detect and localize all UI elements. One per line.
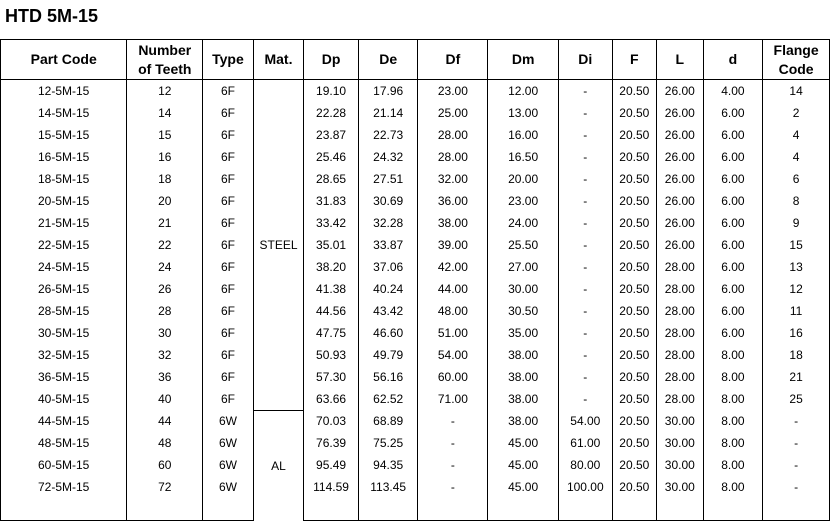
- blank-cell: [418, 498, 488, 521]
- table-row: [1, 168, 830, 190]
- cell-part: 72-5M-15: [1, 476, 127, 498]
- table-row: [1, 278, 830, 300]
- cell-part: 15-5M-15: [1, 124, 127, 146]
- cell-df: 28.00: [418, 146, 488, 168]
- cell-df: 48.00: [418, 300, 488, 322]
- cell-part: 48-5M-15: [1, 432, 127, 454]
- cell-d: 6.00: [703, 234, 763, 256]
- cell-df: 42.00: [418, 256, 488, 278]
- cell-part: 24-5M-15: [1, 256, 127, 278]
- cell-f: 20.50: [612, 278, 656, 300]
- cell-dp: 44.56: [304, 300, 359, 322]
- cell-dp: 22.28: [304, 102, 359, 124]
- cell-di: -: [559, 256, 613, 278]
- cell-de: 30.69: [358, 190, 418, 212]
- cell-l: 26.00: [657, 234, 704, 256]
- cell-part: 18-5M-15: [1, 168, 127, 190]
- cell-di: -: [559, 234, 613, 256]
- cell-flange: 4: [763, 146, 830, 168]
- cell-df: -: [418, 476, 488, 498]
- cell-di: 61.00: [559, 432, 613, 454]
- cell-d: 8.00: [703, 454, 763, 476]
- cell-dm: 38.00: [488, 410, 559, 432]
- cell-df: -: [418, 454, 488, 476]
- cell-df: 32.00: [418, 168, 488, 190]
- cell-f: 20.50: [612, 146, 656, 168]
- cell-flange: 4: [763, 124, 830, 146]
- cell-teeth: 48: [127, 432, 203, 454]
- cell-part: 32-5M-15: [1, 344, 127, 366]
- cell-dm: 38.00: [488, 388, 559, 410]
- cell-teeth: 20: [127, 190, 203, 212]
- cell-teeth: 12: [127, 80, 203, 103]
- cell-flange: 21: [763, 366, 830, 388]
- cell-dp: 38.20: [304, 256, 359, 278]
- pulley-spec-table: [0, 39, 830, 521]
- cell-de: 22.73: [358, 124, 418, 146]
- cell-part: 30-5M-15: [1, 322, 127, 344]
- cell-d: 8.00: [703, 476, 763, 498]
- cell-type: 6F: [203, 278, 254, 300]
- cell-dm: 30.50: [488, 300, 559, 322]
- cell-dp: 35.01: [304, 234, 359, 256]
- cell-di: -: [559, 278, 613, 300]
- header-type: Type: [203, 40, 254, 80]
- cell-part: 20-5M-15: [1, 190, 127, 212]
- cell-dp: 23.87: [304, 124, 359, 146]
- cell-flange: 16: [763, 322, 830, 344]
- cell-flange: 11: [763, 300, 830, 322]
- cell-dp: 70.03: [304, 410, 359, 432]
- header-teeth-line1: Number: [138, 41, 192, 58]
- table-row: [1, 410, 830, 432]
- blank-cell: [203, 498, 254, 521]
- cell-de: 49.79: [358, 344, 418, 366]
- cell-d: 6.00: [703, 190, 763, 212]
- cell-f: 20.50: [612, 454, 656, 476]
- table-row: [1, 256, 830, 278]
- cell-l: 26.00: [657, 80, 704, 103]
- cell-de: 33.87: [358, 234, 418, 256]
- cell-flange: 18: [763, 344, 830, 366]
- cell-part: 21-5M-15: [1, 212, 127, 234]
- cell-type: 6F: [203, 256, 254, 278]
- table-row: [1, 234, 830, 256]
- cell-teeth: 26: [127, 278, 203, 300]
- cell-l: 28.00: [657, 344, 704, 366]
- cell-dm: 24.00: [488, 212, 559, 234]
- cell-d: 8.00: [703, 366, 763, 388]
- cell-dp: 31.83: [304, 190, 359, 212]
- cell-type: 6F: [203, 388, 254, 410]
- cell-teeth: 28: [127, 300, 203, 322]
- cell-di: 100.00: [559, 476, 613, 498]
- cell-l: 30.00: [657, 432, 704, 454]
- cell-type: 6F: [203, 212, 254, 234]
- table-row: [1, 454, 830, 476]
- cell-de: 75.25: [358, 432, 418, 454]
- cell-di: -: [559, 388, 613, 410]
- cell-di: -: [559, 124, 613, 146]
- cell-l: 28.00: [657, 366, 704, 388]
- page-title: HTD 5M-15: [5, 6, 99, 26]
- cell-flange: -: [763, 454, 830, 476]
- cell-df: 25.00: [418, 102, 488, 124]
- cell-l: 26.00: [657, 190, 704, 212]
- blank-cell: [127, 498, 203, 521]
- cell-di: -: [559, 322, 613, 344]
- cell-f: 20.50: [612, 80, 656, 103]
- cell-f: 20.50: [612, 168, 656, 190]
- cell-f: 20.50: [612, 124, 656, 146]
- blank-cell: [1, 498, 127, 521]
- cell-teeth: 32: [127, 344, 203, 366]
- cell-di: -: [559, 146, 613, 168]
- header-df: Df: [418, 40, 488, 80]
- header-teeth-line2: of Teeth: [138, 60, 192, 77]
- header-f: F: [612, 40, 656, 80]
- cell-l: 30.00: [657, 476, 704, 498]
- cell-de: 62.52: [358, 388, 418, 410]
- cell-teeth: 30: [127, 322, 203, 344]
- cell-df: 23.00: [418, 80, 488, 103]
- header-flange-line2: Code: [778, 60, 814, 77]
- cell-di: -: [559, 366, 613, 388]
- cell-df: -: [418, 432, 488, 454]
- cell-dp: 50.93: [304, 344, 359, 366]
- cell-l: 28.00: [657, 388, 704, 410]
- cell-df: 71.00: [418, 388, 488, 410]
- cell-di: -: [559, 80, 613, 103]
- cell-part: 14-5M-15: [1, 102, 127, 124]
- cell-de: 17.96: [358, 80, 418, 103]
- cell-dp: 41.38: [304, 278, 359, 300]
- cell-df: -: [418, 410, 488, 432]
- cell-dp: 28.65: [304, 168, 359, 190]
- cell-l: 28.00: [657, 256, 704, 278]
- cell-de: 21.14: [358, 102, 418, 124]
- cell-teeth: 14: [127, 102, 203, 124]
- cell-de: 94.35: [358, 454, 418, 476]
- cell-de: 46.60: [358, 322, 418, 344]
- cell-di: -: [559, 168, 613, 190]
- cell-teeth: 24: [127, 256, 203, 278]
- header-l: L: [657, 40, 704, 80]
- cell-teeth: 22: [127, 234, 203, 256]
- cell-f: 20.50: [612, 366, 656, 388]
- cell-flange: -: [763, 410, 830, 432]
- cell-type: 6F: [203, 234, 254, 256]
- cell-d: 6.00: [703, 124, 763, 146]
- cell-di: -: [559, 190, 613, 212]
- cell-dm: 16.00: [488, 124, 559, 146]
- cell-l: 26.00: [657, 212, 704, 234]
- cell-dm: 23.00: [488, 190, 559, 212]
- cell-l: 28.00: [657, 300, 704, 322]
- cell-type: 6W: [203, 476, 254, 498]
- cell-f: 20.50: [612, 256, 656, 278]
- header-part-code: Part Code: [1, 40, 127, 80]
- header-di: Di: [559, 40, 613, 80]
- cell-di: -: [559, 344, 613, 366]
- cell-df: 36.00: [418, 190, 488, 212]
- table-row: [1, 388, 830, 410]
- cell-flange: -: [763, 476, 830, 498]
- cell-part: 16-5M-15: [1, 146, 127, 168]
- cell-teeth: 36: [127, 366, 203, 388]
- cell-f: 20.50: [612, 102, 656, 124]
- cell-dm: 35.00: [488, 322, 559, 344]
- cell-flange: 25: [763, 388, 830, 410]
- blank-cell: [657, 498, 704, 521]
- cell-de: 56.16: [358, 366, 418, 388]
- cell-dm: 38.00: [488, 366, 559, 388]
- cell-part: 12-5M-15: [1, 80, 127, 103]
- cell-part: 40-5M-15: [1, 388, 127, 410]
- cell-type: 6F: [203, 168, 254, 190]
- cell-di: -: [559, 102, 613, 124]
- cell-flange: 13: [763, 256, 830, 278]
- cell-di: -: [559, 212, 613, 234]
- cell-df: 44.00: [418, 278, 488, 300]
- cell-flange: 14: [763, 80, 830, 103]
- cell-part: 60-5M-15: [1, 454, 127, 476]
- cell-de: 113.45: [358, 476, 418, 498]
- cell-type: 6F: [203, 80, 254, 103]
- blank-cell: [304, 498, 359, 521]
- cell-l: 26.00: [657, 168, 704, 190]
- cell-dp: 47.75: [304, 322, 359, 344]
- table-row: [1, 322, 830, 344]
- cell-d: 6.00: [703, 168, 763, 190]
- cell-df: 28.00: [418, 124, 488, 146]
- cell-f: 20.50: [612, 234, 656, 256]
- cell-dp: 19.10: [304, 80, 359, 103]
- material-al-cell: AL: [253, 410, 304, 521]
- cell-flange: 6: [763, 168, 830, 190]
- cell-de: 24.32: [358, 146, 418, 168]
- header-dm: Dm: [488, 40, 559, 80]
- blank-cell: [358, 498, 418, 521]
- cell-dm: 27.00: [488, 256, 559, 278]
- cell-l: 26.00: [657, 102, 704, 124]
- cell-dm: 16.50: [488, 146, 559, 168]
- cell-dp: 33.42: [304, 212, 359, 234]
- cell-teeth: 18: [127, 168, 203, 190]
- cell-dp: 63.66: [304, 388, 359, 410]
- cell-type: 6W: [203, 454, 254, 476]
- cell-df: 51.00: [418, 322, 488, 344]
- table-row: [1, 212, 830, 234]
- cell-dp: 114.59: [304, 476, 359, 498]
- cell-teeth: 40: [127, 388, 203, 410]
- cell-flange: 12: [763, 278, 830, 300]
- cell-f: 20.50: [612, 212, 656, 234]
- cell-flange: 8: [763, 190, 830, 212]
- cell-flange: -: [763, 432, 830, 454]
- table-blank-row: [1, 498, 830, 521]
- cell-d: 6.00: [703, 146, 763, 168]
- cell-type: 6W: [203, 410, 254, 432]
- table-row: [1, 80, 830, 103]
- cell-type: 6F: [203, 322, 254, 344]
- cell-l: 30.00: [657, 454, 704, 476]
- table-row: [1, 124, 830, 146]
- cell-l: 28.00: [657, 322, 704, 344]
- cell-f: 20.50: [612, 300, 656, 322]
- cell-l: 30.00: [657, 410, 704, 432]
- cell-dm: 30.00: [488, 278, 559, 300]
- table-row: [1, 102, 830, 124]
- cell-d: 8.00: [703, 388, 763, 410]
- cell-part: 26-5M-15: [1, 278, 127, 300]
- cell-d: 6.00: [703, 322, 763, 344]
- cell-dm: 45.00: [488, 454, 559, 476]
- cell-di: 54.00: [559, 410, 613, 432]
- table-body: [1, 80, 830, 521]
- cell-d: 8.00: [703, 432, 763, 454]
- blank-cell: [612, 498, 656, 521]
- cell-dp: 57.30: [304, 366, 359, 388]
- cell-d: 6.00: [703, 212, 763, 234]
- cell-teeth: 60: [127, 454, 203, 476]
- cell-type: 6F: [203, 300, 254, 322]
- cell-d: 6.00: [703, 102, 763, 124]
- cell-f: 20.50: [612, 476, 656, 498]
- cell-dm: 45.00: [488, 432, 559, 454]
- cell-dp: 95.49: [304, 454, 359, 476]
- cell-d: 6.00: [703, 278, 763, 300]
- blank-cell: [488, 498, 559, 521]
- cell-part: 22-5M-15: [1, 234, 127, 256]
- cell-d: 6.00: [703, 256, 763, 278]
- cell-de: 68.89: [358, 410, 418, 432]
- blank-cell: [559, 498, 613, 521]
- table-header-row: [1, 40, 830, 80]
- cell-f: 20.50: [612, 190, 656, 212]
- cell-flange: 15: [763, 234, 830, 256]
- table-row: [1, 190, 830, 212]
- cell-df: 38.00: [418, 212, 488, 234]
- table-row: [1, 344, 830, 366]
- header-d: d: [703, 40, 763, 80]
- cell-df: 39.00: [418, 234, 488, 256]
- cell-teeth: 15: [127, 124, 203, 146]
- cell-f: 20.50: [612, 432, 656, 454]
- cell-de: 37.06: [358, 256, 418, 278]
- cell-dm: 25.50: [488, 234, 559, 256]
- cell-l: 26.00: [657, 146, 704, 168]
- header-flange-code: [763, 40, 830, 80]
- cell-f: 20.50: [612, 344, 656, 366]
- cell-l: 26.00: [657, 124, 704, 146]
- table-row: [1, 432, 830, 454]
- cell-part: 28-5M-15: [1, 300, 127, 322]
- header-flange-line1: Flange: [773, 41, 819, 58]
- header-mat: Mat.: [253, 40, 304, 80]
- cell-part: 36-5M-15: [1, 366, 127, 388]
- cell-d: 6.00: [703, 300, 763, 322]
- cell-f: 20.50: [612, 388, 656, 410]
- cell-teeth: 16: [127, 146, 203, 168]
- cell-dm: 38.00: [488, 344, 559, 366]
- cell-dm: 13.00: [488, 102, 559, 124]
- table-row: [1, 146, 830, 168]
- cell-flange: 9: [763, 212, 830, 234]
- cell-type: 6F: [203, 344, 254, 366]
- material-steel-cell: STEEL: [253, 80, 304, 411]
- cell-type: 6F: [203, 366, 254, 388]
- cell-de: 27.51: [358, 168, 418, 190]
- cell-f: 20.50: [612, 322, 656, 344]
- cell-type: 6F: [203, 146, 254, 168]
- cell-df: 60.00: [418, 366, 488, 388]
- cell-d: 8.00: [703, 344, 763, 366]
- cell-teeth: 44: [127, 410, 203, 432]
- cell-flange: 2: [763, 102, 830, 124]
- cell-di: -: [559, 300, 613, 322]
- cell-dm: 20.00: [488, 168, 559, 190]
- cell-l: 28.00: [657, 278, 704, 300]
- cell-type: 6F: [203, 124, 254, 146]
- cell-part: 44-5M-15: [1, 410, 127, 432]
- cell-de: 43.42: [358, 300, 418, 322]
- cell-d: 8.00: [703, 410, 763, 432]
- cell-de: 32.28: [358, 212, 418, 234]
- table-row: [1, 300, 830, 322]
- cell-type: 6W: [203, 432, 254, 454]
- cell-de: 40.24: [358, 278, 418, 300]
- header-teeth: [127, 40, 203, 80]
- cell-type: 6F: [203, 102, 254, 124]
- cell-df: 54.00: [418, 344, 488, 366]
- cell-dm: 45.00: [488, 476, 559, 498]
- blank-cell: [763, 498, 830, 521]
- cell-dp: 76.39: [304, 432, 359, 454]
- cell-d: 4.00: [703, 80, 763, 103]
- header-dp: Dp: [304, 40, 359, 80]
- blank-cell: [703, 498, 763, 521]
- cell-teeth: 72: [127, 476, 203, 498]
- cell-teeth: 21: [127, 212, 203, 234]
- table-row: [1, 476, 830, 498]
- cell-f: 20.50: [612, 410, 656, 432]
- table-row: [1, 366, 830, 388]
- cell-dp: 25.46: [304, 146, 359, 168]
- cell-di: 80.00: [559, 454, 613, 476]
- header-de: De: [358, 40, 418, 80]
- cell-type: 6F: [203, 190, 254, 212]
- cell-dm: 12.00: [488, 80, 559, 103]
